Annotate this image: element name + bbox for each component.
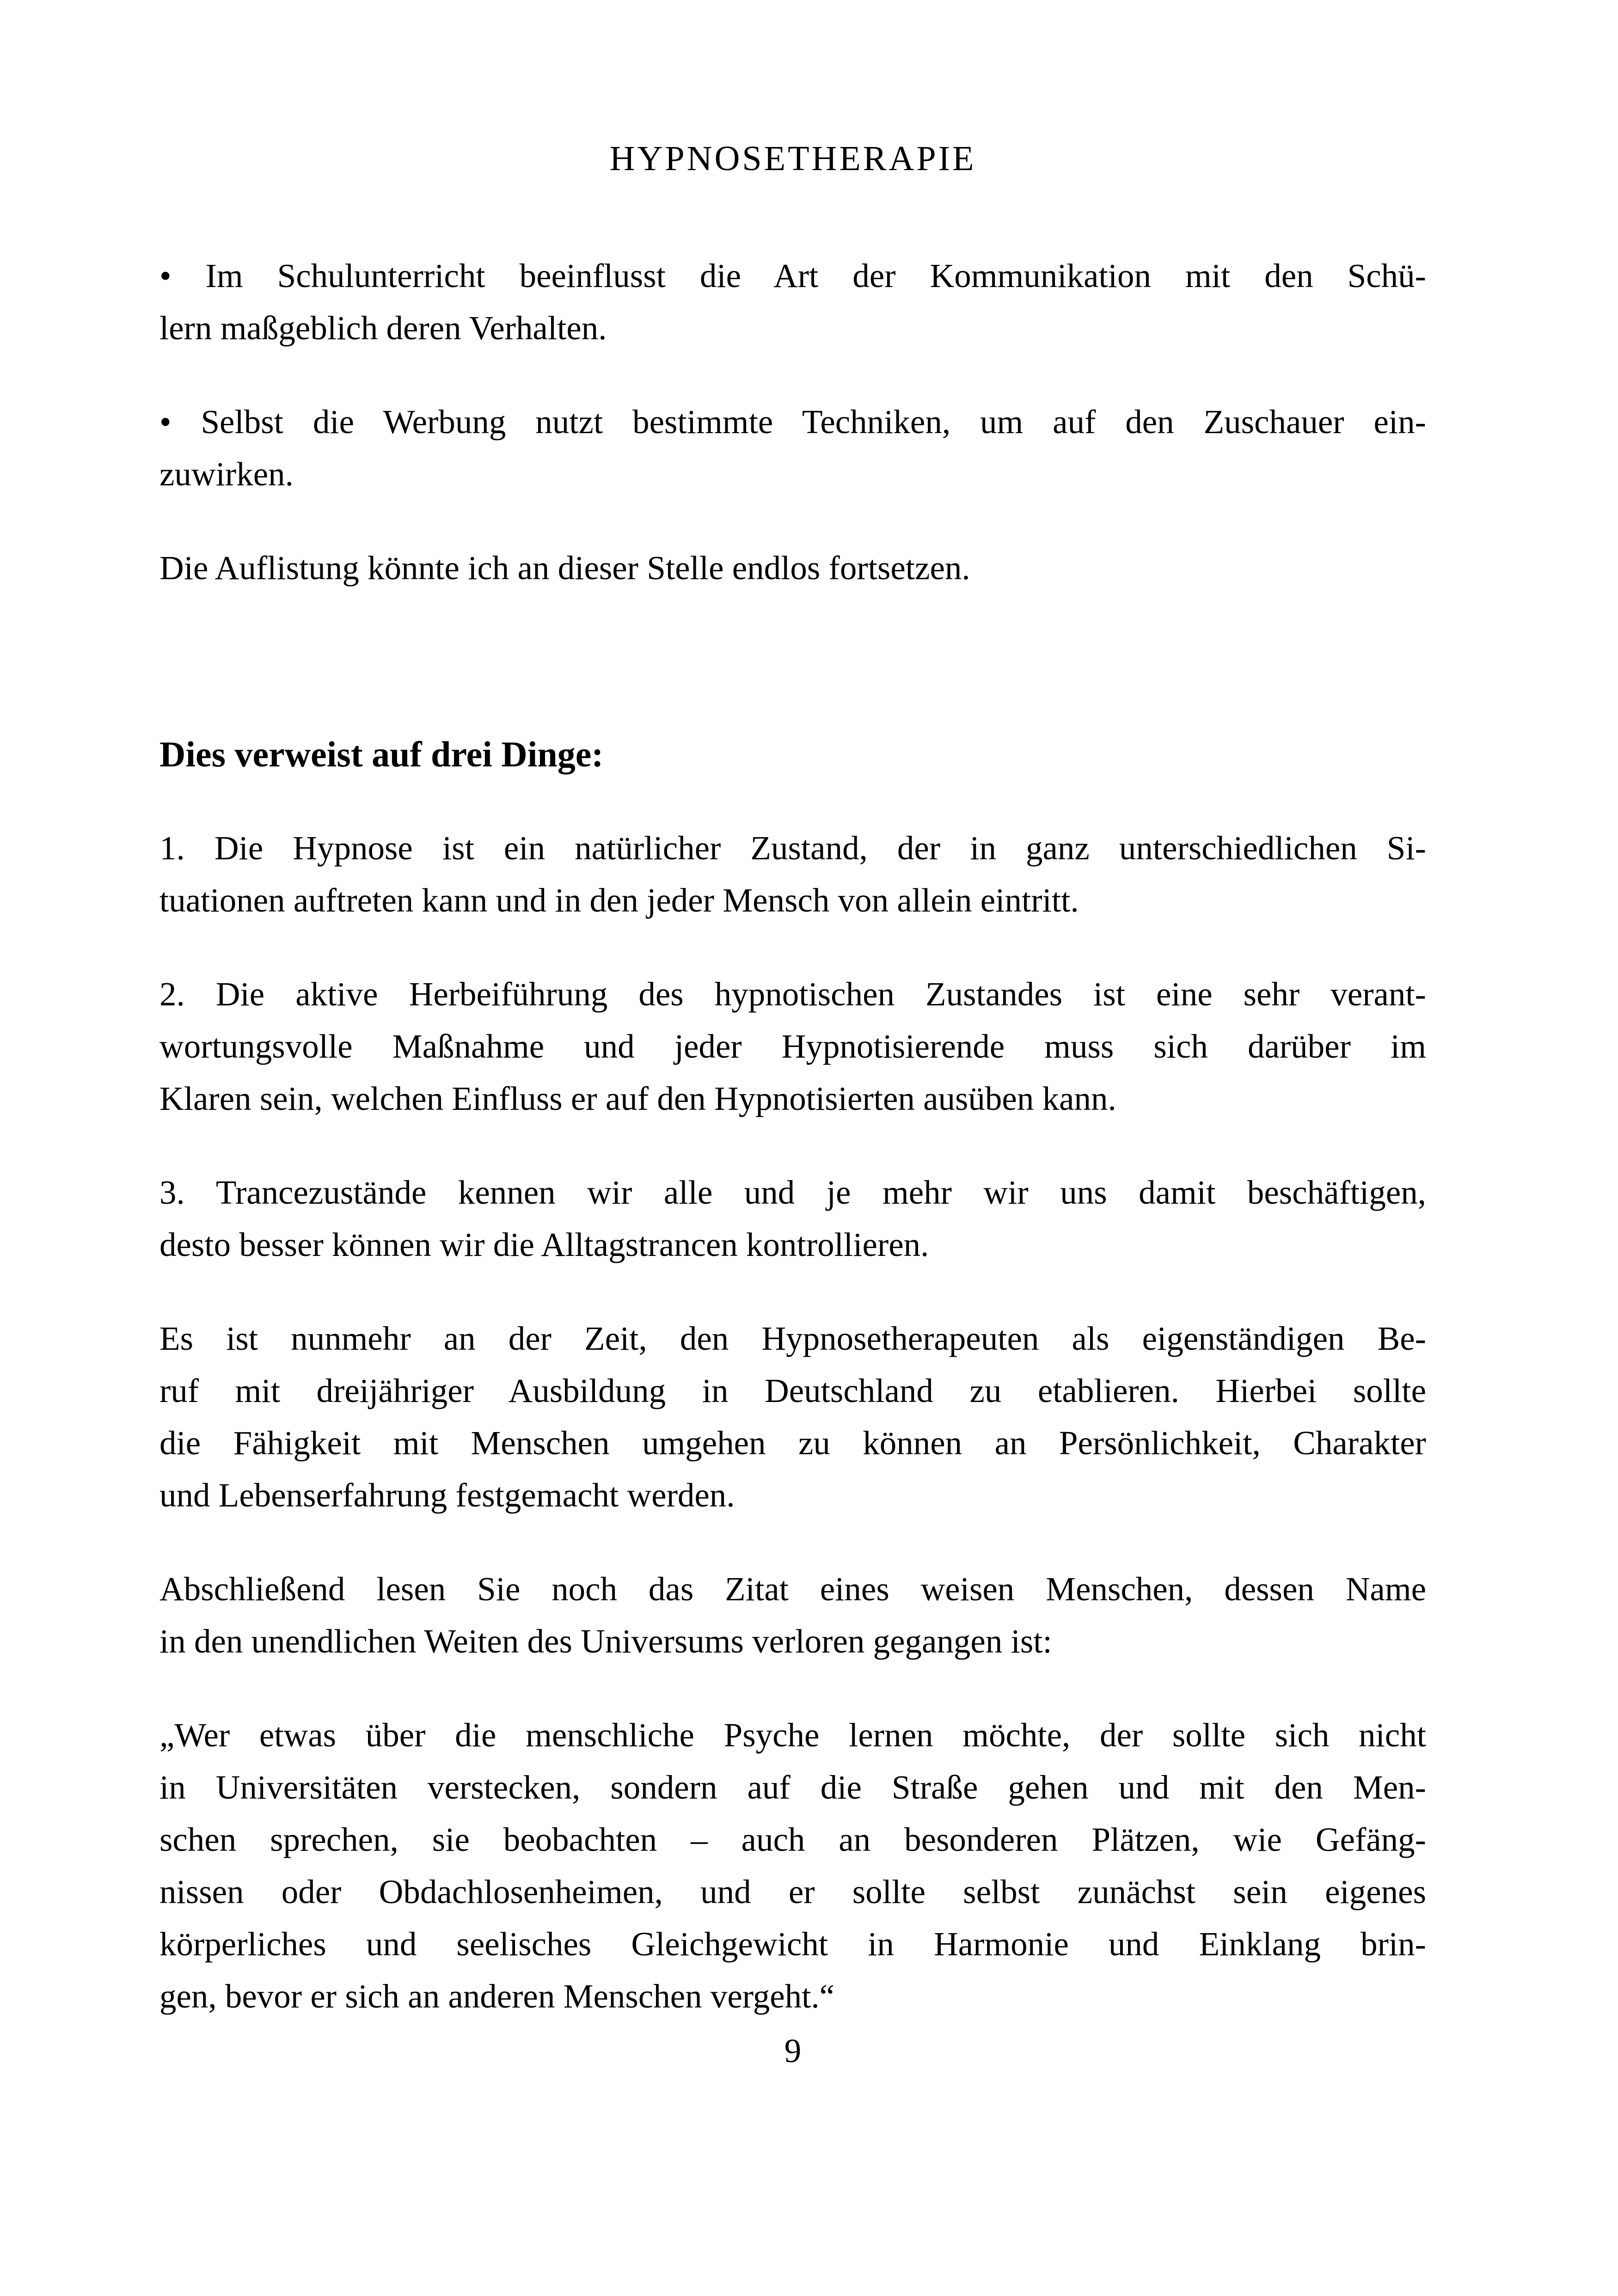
paragraph-line: • Selbst die Werbung nutzt bestimmte Techniken, um auf den Zuschauer ein- — [159, 403, 1426, 441]
paragraph — [159, 968, 1426, 1125]
paragraph-line: lern maßgeblich deren Verhalten. — [159, 309, 607, 347]
paragraph-line: körperliches und seelisches Gleichgewicht in Harmonie und Einklang brin- — [159, 1925, 1426, 1963]
paragraph-line: wortungsvolle Maßnahme und jeder Hypnotisierende muss sich darüber im — [159, 1028, 1426, 1065]
paragraph — [159, 250, 1426, 354]
paragraph-line: 3. Trancezustände kennen wir alle und je mehr wir uns damit beschäftigen, — [159, 1174, 1426, 1211]
paragraph-line: Die Auflistung könnte ich an dieser Stelle endlos fortsetzen. — [159, 549, 970, 587]
paragraph-line: desto besser können wir die Alltagstrancen kontrollieren. — [159, 1226, 929, 1263]
paragraph-line: in Universitäten verstecken, sondern auf die Straße gehen und mit den Men- — [159, 1769, 1426, 1806]
paragraph-line: ruf mit dreijähriger Ausbildung in Deutschland zu etablieren. Hierbei sollte — [159, 1372, 1426, 1409]
paragraph-line: Es ist nunmehr an der Zeit, den Hypnosetherapeuten als eigenständigen Be- — [159, 1320, 1426, 1357]
paragraph — [159, 1166, 1426, 1271]
paragraph-line: • Im Schulunterricht beeinflusst die Art der Kommunikation mit den Schü- — [159, 257, 1426, 294]
paragraph-line: 1. Die Hypnose ist ein natürlicher Zustand, der in ganz unterschiedlichen Si- — [159, 829, 1426, 867]
page-title: HYPNOSETHERAPIE — [609, 139, 976, 178]
paragraph — [159, 1312, 1426, 1521]
paragraph — [159, 1563, 1426, 1667]
paragraph — [159, 542, 1426, 594]
paragraph-line: in den unendlichen Weiten des Universums verloren gegangen ist: — [159, 1623, 1052, 1660]
paragraph-line: die Fähigkeit mit Menschen umgehen zu können an Persönlichkeit, Charakter — [159, 1424, 1426, 1462]
section-heading — [159, 728, 1426, 780]
paragraph-line: 2. Die aktive Herbeiführung des hypnotischen Zustandes ist eine sehr verant- — [159, 975, 1426, 1013]
paragraph-line: und Lebenserfahrung festgemacht werden. — [159, 1476, 735, 1514]
paragraph-line: gen, bevor er sich an anderen Menschen vergeht.“ — [159, 1978, 835, 2015]
page-content — [159, 250, 1426, 2064]
paragraph-line: Klaren sein, welchen Einfluss er auf den Hypnotisierten ausüben kann. — [159, 1080, 1116, 1117]
paragraph — [159, 822, 1426, 926]
paragraph — [159, 396, 1426, 500]
paragraph-line: Dies verweist auf drei Dinge: — [159, 734, 604, 774]
paragraph-line: „Wer etwas über die menschliche Psyche lernen möchte, der sollte sich nicht — [159, 1716, 1426, 1754]
page-number: 9 — [784, 2032, 802, 2069]
paragraph-line: Abschließend lesen Sie noch das Zitat eines weisen Menschen, dessen Name — [159, 1570, 1426, 1608]
paragraph-line: nissen oder Obdachlosenheimen, und er sollte selbst zunächst sein eigenes — [159, 1873, 1426, 1910]
paragraph-line: zuwirken. — [159, 455, 294, 493]
paragraph — [159, 1709, 1426, 2022]
paragraph-line: tuationen auftreten kann und in den jeder Mensch von allein eintritt. — [159, 882, 1079, 919]
paragraph-line: schen sprechen, sie beobachten – auch an besonderen Plätzen, wie Gefäng- — [159, 1821, 1426, 1858]
